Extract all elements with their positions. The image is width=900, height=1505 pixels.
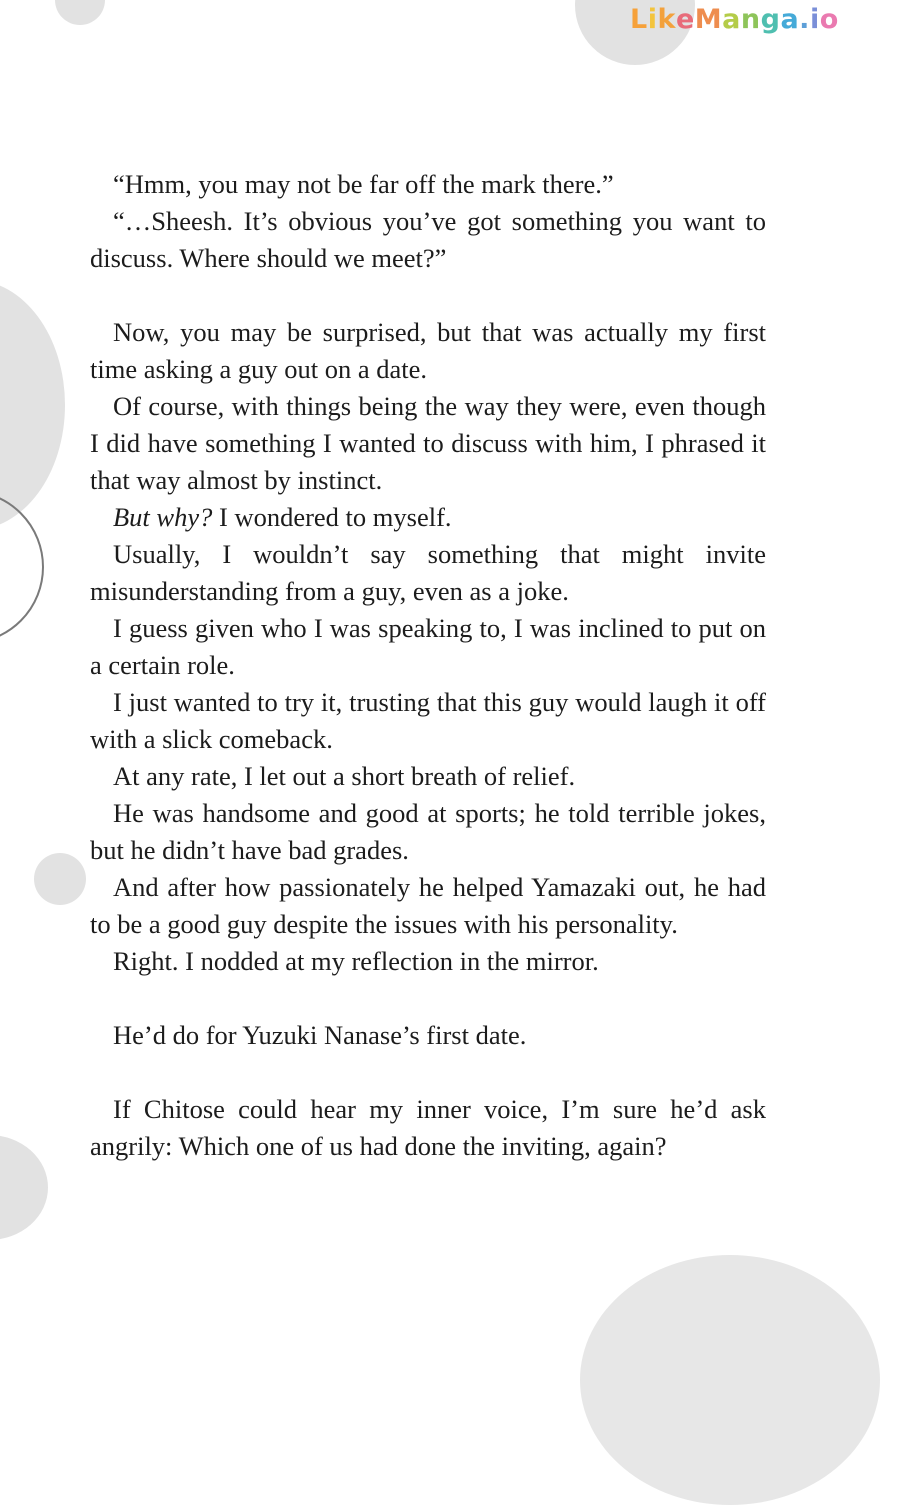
paragraph: “…Sheesh. It’s obvious you’ve got something you want to discuss. Where should we meet?” xyxy=(90,206,766,273)
logo-letter: M xyxy=(694,4,723,35)
paragraph-text: I wondered to myself. xyxy=(212,502,452,532)
paragraph: Right. I nodded at my reflection in the mirror. xyxy=(113,946,599,976)
paragraph: Now, you may be surprised, but that was actually my first time asking a guy out on a date. xyxy=(90,317,766,384)
logo-letter: i xyxy=(647,4,658,35)
paragraph-gap xyxy=(90,980,766,1017)
decorative-circle xyxy=(55,0,105,25)
decorative-circle xyxy=(34,853,86,905)
paragraph: At any rate, I let out a short breath of relief. xyxy=(113,761,576,791)
logo-letter: a xyxy=(722,4,741,35)
logo-letter: a xyxy=(780,4,800,35)
paragraph: Usually, I wouldn’t say something that might invite misunderstanding from a guy, even as a joke. xyxy=(90,539,766,606)
paragraph: If Chitose could hear my inner voice, I’m sure he’d ask angrily: Which one of us had done the inviting, again? xyxy=(90,1094,766,1161)
paragraph: He was handsome and good at sports; he told terrible jokes, but he didn’t have bad grades. xyxy=(90,798,766,865)
logo-letter: k xyxy=(657,4,676,35)
novel-page-text xyxy=(90,166,766,1165)
italic-phrase: But why? xyxy=(113,502,213,532)
logo-letter: i xyxy=(809,4,820,35)
paragraph: I just wanted to try it, trusting that this guy would laugh it off with a slick comeback. xyxy=(90,687,766,754)
logo-letter: L xyxy=(630,4,648,35)
logo-letter: . xyxy=(799,4,810,35)
paragraph: “Hmm, you may not be far off the mark there.” xyxy=(113,169,614,199)
decorative-circle xyxy=(0,280,65,530)
watermark-logo xyxy=(630,4,839,35)
paragraph: He’d do for Yuzuki Nanase’s first date. xyxy=(113,1020,527,1050)
paragraph: And after how passionately he helped Yamazaki out, he had to be a good guy despite the issues with his personality. xyxy=(90,872,766,939)
logo-letter: o xyxy=(819,4,839,35)
paragraph-gap xyxy=(90,277,766,314)
decorative-ring xyxy=(0,490,44,644)
logo-letter: n xyxy=(740,4,761,35)
logo-letter: e xyxy=(675,4,695,35)
decorative-circle xyxy=(0,1135,48,1240)
paragraph-gap xyxy=(90,1054,766,1091)
paragraph: Of course, with things being the way they were, even though I did have something I wanted to discuss with him, I phrased it that way almost by instinct. xyxy=(90,391,766,495)
decorative-circle xyxy=(580,1255,880,1505)
paragraph: I guess given who I was speaking to, I was inclined to put on a certain role. xyxy=(90,613,766,680)
paragraph xyxy=(90,499,766,536)
logo-letter: g xyxy=(760,4,781,35)
